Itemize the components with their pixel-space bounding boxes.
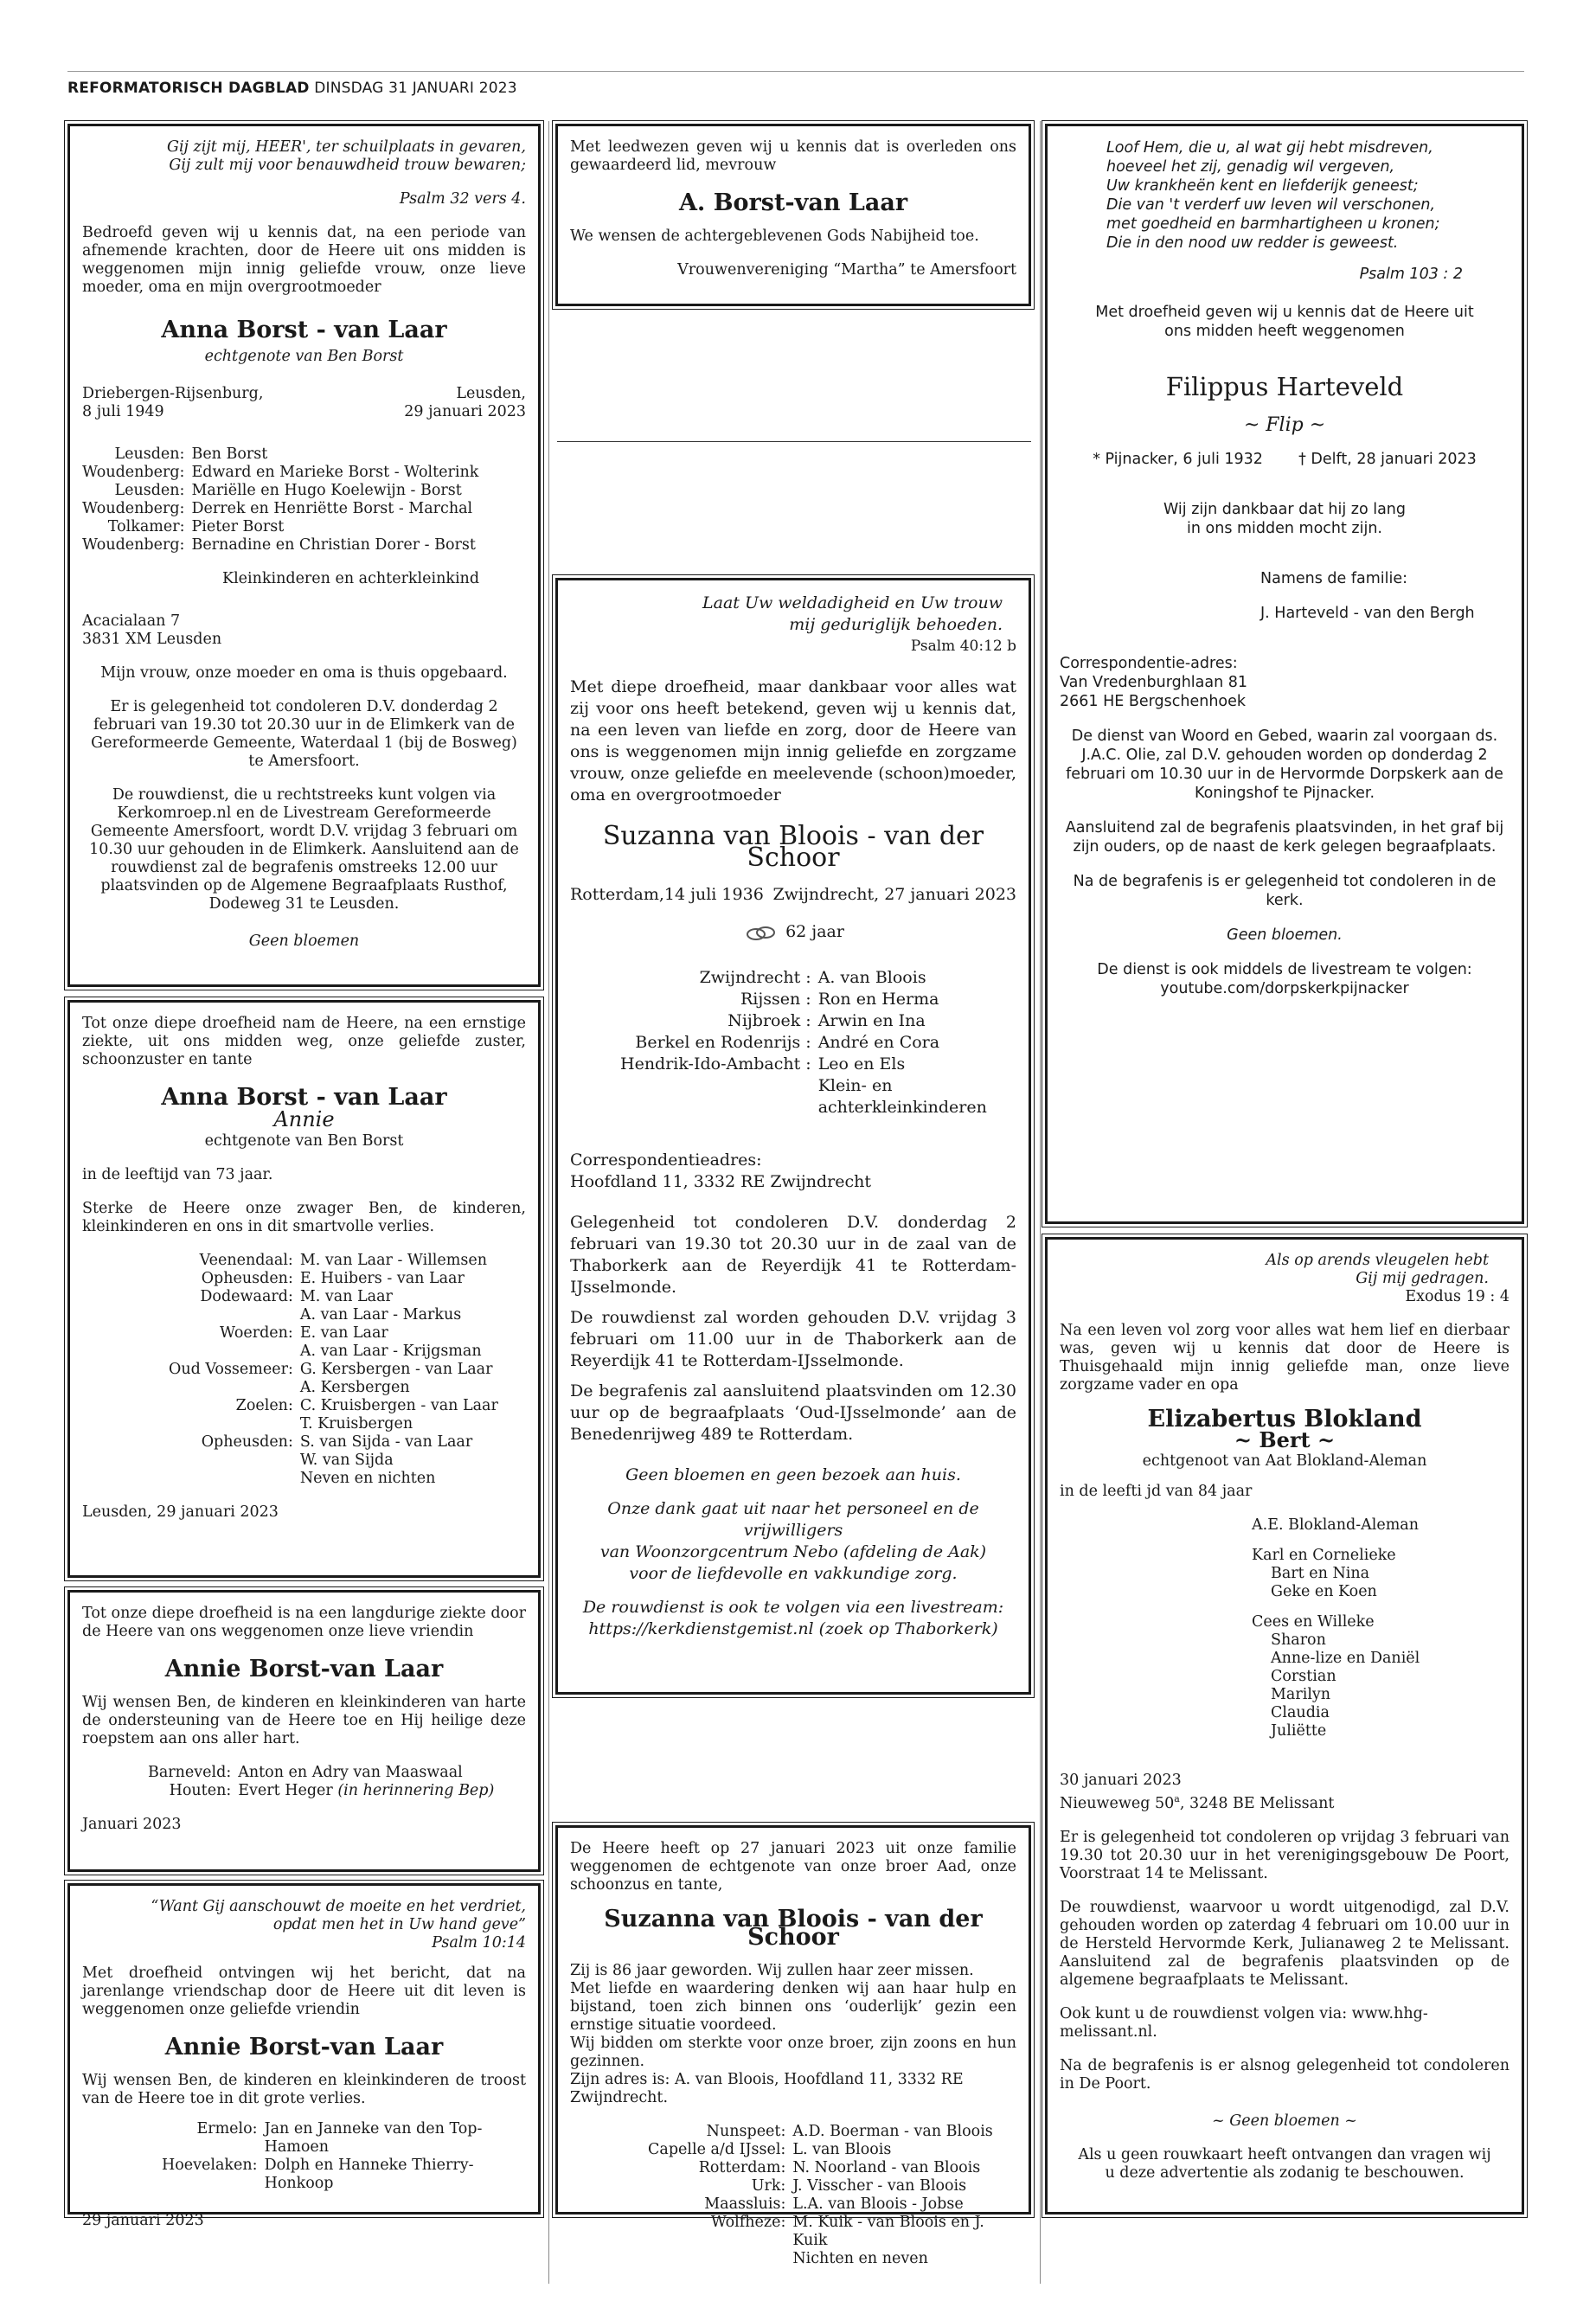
deceased-name: Anna Borst - van Laar xyxy=(161,1084,447,1111)
on-behalf-label: Namens de familie: xyxy=(1260,570,1408,587)
family-place: Houten: xyxy=(169,1782,232,1799)
family-row xyxy=(148,1764,494,1782)
family-names xyxy=(818,989,1016,1010)
laid-out-line: Mijn vrouw, onze moeder en oma is thuis opgebaard. xyxy=(100,664,508,682)
family-place: Tolkamer: xyxy=(107,518,185,535)
family-head: Karl en Cornelieke xyxy=(1252,1547,1396,1564)
grandchildren-list xyxy=(1252,1631,1509,1740)
address-line xyxy=(1060,1790,1509,1813)
list-line: Corstian xyxy=(1271,1668,1336,1685)
family-row xyxy=(620,989,1016,1010)
family-names-text: Arwin en Ina xyxy=(817,1011,926,1030)
family-names xyxy=(818,1054,1016,1075)
family-place: Woudenberg: xyxy=(82,536,185,554)
family-names-text: Leo en Els xyxy=(817,1054,906,1074)
family-place: Nunspeet: xyxy=(706,2123,786,2140)
family-names xyxy=(265,2120,526,2157)
family-place: Opheusden: xyxy=(201,1270,293,1287)
family-names-text: Mariëlle en Hugo Koelewijn - Borst xyxy=(191,482,462,499)
family-names xyxy=(792,2141,1016,2159)
family-row xyxy=(620,1054,1016,1075)
funeral-service-info: De rouwdienst, waarvoor u wordt uitgenodigd, zal D.V. gehouden worden op zaterdag 4 februari om 10.00 uur in de Hersteld Hervormde Kerk, Julianaweg 2 te Melissant. Aansluitend zal de begrafenis plaatsvinden op de algemene begraafplaats te Melissant. xyxy=(1060,1898,1509,1989)
family-names xyxy=(300,1324,498,1343)
family-row xyxy=(169,1415,498,1433)
family-row xyxy=(648,2123,1016,2141)
family-names-text: M. van Laar xyxy=(299,1288,393,1305)
family-row xyxy=(648,2250,1016,2268)
dateline: Januari 2023 xyxy=(82,1816,182,1833)
list-line: Juliëtte xyxy=(1271,1722,1327,1740)
notice-womens-association xyxy=(555,124,1031,306)
death-line: Zwijndrecht, 27 januari 2023 xyxy=(772,885,1016,904)
verse-line: Gij zult mij voor benauwdheid trouw bewaren; xyxy=(169,157,526,174)
family-row xyxy=(648,2177,1016,2195)
family-names-text: A. Kersbergen xyxy=(299,1379,410,1396)
verse-reference: Psalm 103 : 2 xyxy=(1359,266,1463,283)
dateline: Leusden, 29 januari 2023 xyxy=(82,1503,279,1521)
wedding-rings-icon xyxy=(742,923,780,942)
verse-reference: Psalm 10:14 xyxy=(432,1934,526,1952)
family-place: Leusden: xyxy=(114,482,185,499)
widow-name: A.E. Blokland-Aleman xyxy=(1252,1516,1420,1534)
verse-reference: Psalm 32 vers 4. xyxy=(399,190,526,208)
family-names xyxy=(300,1288,498,1306)
family-names-text: Derrek en Henriëtte Borst - Marchal xyxy=(191,500,473,517)
sympathy-text: Wij wensen Ben, de kinderen en kleinkinderen de troost van de Heere toe in dit grote verlies. xyxy=(82,2072,526,2107)
family-names xyxy=(238,1782,494,1800)
after-burial-info: Na de begrafenis is er alsnog gelegenheid tot condoleren in De Poort. xyxy=(1060,2056,1509,2093)
family-place: Woerden: xyxy=(220,1324,293,1342)
livestream-url: youtube.com/dorpskerkpijnacker xyxy=(1160,980,1409,997)
family-place xyxy=(169,1343,300,1361)
family-names xyxy=(300,1343,498,1361)
family-place xyxy=(648,2250,792,2268)
family-place: Maassluis: xyxy=(704,2195,786,2213)
correspondence-label: Correspondentieadres: xyxy=(570,1150,762,1170)
family-place: Nijbroek : xyxy=(727,1011,811,1030)
flowers-note: Geen bloemen xyxy=(248,933,360,950)
family-place xyxy=(169,1452,300,1470)
list-line: Die van 't verderf uw leven wil verschonen, xyxy=(1106,196,1436,214)
separator-rule xyxy=(557,441,1031,442)
sympathy-text: Wij wensen Ben, de kinderen en kleinkinderen van harte de ondersteuning van de Heere toe en Hij heilige deze roepstem aan ons aller hart. xyxy=(82,1694,526,1747)
body-text: Zij is 86 jaar geworden. Wij zullen haar zeer missen. xyxy=(570,1962,974,1979)
death-date: 29 januari 2023 xyxy=(404,403,526,420)
condolence-info: Er is gelegenheid tot condoleren op vrijdag 3 februari van 19.30 tot 20.30 uur in het verenigingsgebouw De Poort, Voorstraat 14 te Melissant. xyxy=(1060,1828,1509,1882)
address-postcode: 3831 XM Leusden xyxy=(82,631,222,648)
funeral-service-info: De dienst van Woord en Gebed, waarin zal voorgaan ds. J.A.C. Olie, zal D.V. gehouden worden op donderdag 2 februari om 10.30 uur in de Hervormde Dorpskerk aan de Koningshof te Pijnacker. xyxy=(1066,727,1503,802)
verse-block xyxy=(1060,138,1509,253)
family-names xyxy=(191,445,478,464)
family-names xyxy=(191,464,478,482)
funeral-service-info: De rouwdienst zal worden gehouden D.V. vrijdag 3 februari om 11.00 uur in de Thaborkerk aan de Reyerdijk 41 te Rotterdam-IJsselmonde. xyxy=(570,1308,1016,1370)
family-names-text: A. van Bloois xyxy=(817,968,926,987)
family-names-text: G. Kersbergen - van Laar xyxy=(299,1361,493,1378)
family-names-text: Nichten en neven xyxy=(792,2250,928,2267)
gratitude-line: Wij zijn dankbaar dat hij zo lang xyxy=(1163,501,1407,518)
age-line: in de leeftijd van 73 jaar. xyxy=(82,1166,273,1183)
correspondence-address: Hoofdland 11, 3332 RE Zwijndrecht xyxy=(570,1172,872,1191)
obituary-suzanna-van-bloois-in-laws xyxy=(555,1825,1031,2267)
livestream-line: De dienst is ook middels de livestream te volgen: xyxy=(1097,961,1472,978)
spouse-line: echtgenote van Ben Borst xyxy=(204,1132,404,1150)
family-names-text: Anton en Adry van Maaswaal xyxy=(238,1764,463,1781)
list-line: met goedheid en barmhartigheen u kronen; xyxy=(1106,215,1440,233)
spouse-line: echtgenote van Ben Borst xyxy=(204,348,404,365)
family-names xyxy=(818,1032,1016,1054)
livestream-url: https://kerkdienstgemist.nl (zoek op Thaborkerk) xyxy=(588,1619,998,1638)
family-names xyxy=(191,518,478,536)
announcement-text: Tot onze diepe droefheid nam de Heere, na een ernstige ziekte, uit ons midden weg, onze geliefde zuster, schoonzuster en tante xyxy=(82,1015,526,1068)
family-row xyxy=(148,1782,494,1800)
gratitude-line: in ons midden mocht zijn. xyxy=(1187,520,1382,537)
correspondence-label: Correspondentie-adres: xyxy=(1060,655,1238,672)
list-line: Sharon xyxy=(1271,1631,1326,1649)
obituary-elizabertus-blokland xyxy=(1045,1237,1524,2214)
burial-info: Aansluitend zal de begrafenis plaatsvinden, in het graf bij zijn ouders, op de naast de kerk gelegen begraafplaats. xyxy=(1065,819,1504,856)
family-row xyxy=(82,536,478,554)
family-place: Veenendaal: xyxy=(199,1252,293,1269)
date-line: 30 januari 2023 xyxy=(1060,1772,1182,1789)
family-place: Urk: xyxy=(751,2177,786,2195)
family-names xyxy=(300,1361,498,1379)
family-names xyxy=(792,2250,1016,2268)
funeral-service-info: De rouwdienst, die u rechtstreeks kunt volgen via Kerkomroep.nl en de Livestream Gereformeerde Gemeente Amersfoort, wordt D.V. vrijdag 3 februari om 10.30 uur gehouden in de Elimkerk. Aansluitend aan de rouwdienst zal de begrafenis omstreeks 12.00 uur plaatsvinden op de Algemene Begraafplaats Rusthof, Dodeweg 31 te Leusden. xyxy=(89,786,519,913)
family-row xyxy=(162,2157,526,2193)
thanks-line: voor de liefdevolle en vakkundige zorg. xyxy=(629,1564,958,1583)
family-names xyxy=(792,2159,1016,2177)
family-place: Ermelo: xyxy=(196,2120,258,2138)
family-row xyxy=(648,2141,1016,2159)
family-names-text: M. Kuik - van Bloois en J. Kuik xyxy=(792,2214,984,2249)
family-place: Hoevelaken: xyxy=(162,2157,258,2174)
family-row xyxy=(82,500,478,518)
family-names-text: A.D. Boerman - van Bloois xyxy=(792,2123,993,2140)
announcement-text: Tot onze diepe droefheid is na een langdurige ziekte door de Heere van ons weggenomen onze lieve vriendin xyxy=(82,1605,526,1640)
birth-date: 8 juli 1949 xyxy=(82,403,164,420)
sympathy-text: We wensen de achtergeblevenen Gods Nabijheid toe. xyxy=(570,228,979,245)
obituary-suzanna-van-bloois-family xyxy=(555,578,1031,1695)
obituary-annie-borst-friends xyxy=(67,1883,541,2229)
verse-line: mij geduriglijk behoeden. xyxy=(789,615,1003,634)
family-row xyxy=(648,2214,1016,2250)
family-place: Opheusden: xyxy=(201,1433,293,1451)
family-list xyxy=(648,2123,1016,2268)
header-rule xyxy=(67,71,1524,72)
family-names xyxy=(792,2195,1016,2214)
family-names xyxy=(300,1433,498,1452)
family-place: Dodewaard: xyxy=(200,1288,293,1305)
family-place: Berkel en Rodenrijs : xyxy=(635,1033,811,1052)
family-list xyxy=(148,1764,494,1800)
family-place: Oud Vossemeer: xyxy=(169,1361,293,1378)
family-row xyxy=(169,1379,498,1397)
family-row xyxy=(620,1032,1016,1054)
deceased-name: A. Borst-van Laar xyxy=(678,189,908,216)
list-line: Marilyn xyxy=(1271,1686,1331,1703)
marriage-years: 62 jaar xyxy=(785,922,844,941)
list-line: Die in den nood uw redder is geweest. xyxy=(1106,234,1399,252)
announcement-text: Met diepe droefheid, maar dankbaar voor alles wat zij voor ons heeft betekend, geven wij u kennis dat, na een leven van liefde en zorg, door de Heere van ons is weggenomen mijn innig geliefde en zorgzame vrouw, onze geliefde en meelevende (schoon)moeder, oma en overgrootmoeder xyxy=(570,677,1016,804)
family-names xyxy=(238,1764,494,1782)
burial-info: De begrafenis zal aansluitend plaatsvinden om 12.30 uur op de begraafplaats ‘Oud-IJsselmonde’ aan de Benedenrijweg 489 te Rotterdam. xyxy=(570,1381,1016,1444)
announcement-text: Met droefheid ontvingen wij het bericht, dat na jarenlange vriendschap door de Heere uit dit leven is weggenomen onze geliefde vriendin xyxy=(82,1965,526,2018)
verse-line: “Want Gij aanschouwt de moeite en het verdriet, xyxy=(151,1898,526,1915)
family-list xyxy=(82,445,478,554)
family-names-text: Klein- en achterkleinkinderen xyxy=(817,1076,987,1117)
grandchildren-list xyxy=(1252,1565,1509,1601)
deceased-name: Suzanna van Bloois - van der Schoor xyxy=(604,1906,983,1951)
family-place: Rijssen : xyxy=(740,990,811,1009)
obituary-anna-borst-family xyxy=(67,124,541,987)
family-place xyxy=(169,1306,300,1324)
age-line: in de leefti jd van 84 jaar xyxy=(1060,1483,1253,1500)
family-row xyxy=(620,967,1016,989)
family-names xyxy=(792,2214,1016,2250)
birth-line: * Pijnacker, 6 juli 1932 xyxy=(1093,451,1263,468)
address-suffix: a xyxy=(1174,1793,1180,1804)
family-row xyxy=(82,482,478,500)
family-names-text: Ron en Herma xyxy=(817,990,939,1009)
page-header xyxy=(67,80,517,97)
family-names-text: Evert Heger xyxy=(238,1782,338,1799)
family-names xyxy=(818,1010,1016,1032)
family-names-text: Bernadine en Christian Dorer - Borst xyxy=(191,536,476,554)
family-names-text: N. Noorland - van Bloois xyxy=(792,2159,981,2176)
address-street: Nieuweweg 50 xyxy=(1060,1794,1175,1812)
family-names xyxy=(300,1252,498,1270)
family-place: Zoelen: xyxy=(235,1397,293,1414)
list-line: Uw krankheën kent en liefderijk geneest; xyxy=(1106,177,1419,195)
family-list xyxy=(1060,1516,1509,1740)
family-row xyxy=(162,2120,526,2157)
grandchildren-line: Kleinkinderen en achterkleinkind xyxy=(222,570,480,587)
announcement-line: Met droefheid geven wij u kennis dat de Heere uit xyxy=(1095,304,1474,321)
family-row xyxy=(169,1470,498,1488)
deceased-name: Elizabertus Blokland xyxy=(1147,1406,1422,1433)
sympathy-text: Sterke de Heere onze zwager Ben, de kinderen, kleinkinderen en ons in dit smartvolle verlies. xyxy=(82,1200,526,1235)
family-row xyxy=(169,1324,498,1343)
announcement-text: Bedroefd geven wij u kennis dat, na een periode van afnemende krachten, door de Heere uit ons midden is weggenomen mijn innig geliefde vrouw, onze lieve moeder, oma en mijn overgrootmoeder xyxy=(82,224,526,296)
family-names-text: Edward en Marieke Borst - Wolterink xyxy=(191,464,479,481)
family-names-text: Pieter Borst xyxy=(191,518,285,535)
family-names xyxy=(818,1075,1016,1118)
edition-date: DINSDAG 31 JANUARI 2023 xyxy=(314,80,517,97)
verse-line: Gij mij gedragen. xyxy=(1356,1270,1489,1287)
verse-line: opdat men het in Uw hand geve” xyxy=(272,1916,526,1933)
deceased-name: Annie Borst-van Laar xyxy=(164,1656,444,1682)
family-place: Wolfheze: xyxy=(710,2214,786,2231)
family-names xyxy=(300,1470,498,1488)
family-names-text: W. van Sijda xyxy=(299,1452,394,1469)
family-row xyxy=(82,464,478,482)
mourning-card-note: u deze advertentie als zodanig te beschouwen. xyxy=(1105,2163,1465,2182)
birth-death-dates xyxy=(570,884,1016,906)
family-place xyxy=(169,1470,300,1488)
spouse-line: echtgenoot van Aat Blokland-Aleman xyxy=(1142,1452,1427,1470)
death-place: Leusden, xyxy=(456,385,526,402)
family-place: Woudenberg: xyxy=(82,464,185,481)
verse-line: Gij zijt mij, HEER', ter schuilplaats in gevaren, xyxy=(166,138,526,156)
family-row xyxy=(620,1075,1016,1118)
family-row xyxy=(169,1397,498,1415)
address-postcode: , 3248 BE Melissant xyxy=(1179,1794,1335,1812)
family-names-text: Jan en Janneke van den Top-Hamoen xyxy=(264,2120,483,2156)
family-names-text: T. Kruisbergen xyxy=(299,1415,413,1433)
deceased-name: Annie Borst-van Laar xyxy=(164,2034,444,2061)
family-row xyxy=(169,1288,498,1306)
flowers-note: ~ Geen bloemen ~ xyxy=(1212,2112,1357,2130)
deceased-nickname: ~ Flip ~ xyxy=(1243,414,1326,436)
list-line: hoeveel het zij, genadig wil vergeven, xyxy=(1106,158,1395,176)
family-list xyxy=(162,2120,526,2193)
verse-reference: Exodus 19 : 4 xyxy=(1405,1288,1509,1305)
thanks-line: van Woonzorgcentrum Nebo (afdeling de Aak) xyxy=(599,1542,987,1561)
deceased-name: Filippus Harteveld xyxy=(1165,372,1404,401)
family-head: Cees en Willeke xyxy=(1252,1613,1375,1631)
family-names-text: S. van Sijda - van Laar xyxy=(299,1433,473,1451)
announcement-text: Met leedwezen geven wij u kennis dat is overleden ons gewaardeerd lid, mevrouw xyxy=(570,138,1016,174)
family-place: Rotterdam: xyxy=(698,2159,786,2176)
family-names xyxy=(792,2123,1016,2141)
family-names xyxy=(300,1306,498,1324)
flowers-note: Geen bloemen. xyxy=(1227,926,1343,944)
family-names xyxy=(818,967,1016,989)
family-names-text: A. van Laar - Markus xyxy=(299,1306,462,1324)
family-names xyxy=(300,1452,498,1470)
family-row xyxy=(620,1010,1016,1032)
family-names xyxy=(300,1379,498,1397)
verse-reference: Psalm 40:12 b xyxy=(910,638,1016,655)
family-names-text: André en Cora xyxy=(817,1033,940,1052)
marriage-duration xyxy=(570,921,1016,943)
verse-line: Laat Uw weldadigheid en Uw trouw xyxy=(702,593,1003,612)
condolence-info: Na de begrafenis is er gelegenheid tot condoleren in de kerk. xyxy=(1073,873,1497,909)
family-names xyxy=(300,1397,498,1415)
family-row xyxy=(82,445,478,464)
family-names xyxy=(792,2177,1016,2195)
column-divider xyxy=(1040,121,1041,2284)
family-list xyxy=(620,967,1016,1118)
family-place xyxy=(169,1415,300,1433)
mourning-card-note: Als u geen rouwkaart heeft ontvangen dan vragen wij xyxy=(1078,2145,1491,2163)
obituary-annie-borst-friend xyxy=(67,1590,541,1872)
family-place: Woudenberg: xyxy=(82,500,185,517)
family-row xyxy=(169,1343,498,1361)
body-text: Wij bidden om sterkte voor onze broer, zijn zoons en hun gezinnen. xyxy=(570,2035,1016,2070)
announcement-line: ons midden heeft weggenomen xyxy=(1164,323,1405,340)
family-row xyxy=(169,1306,498,1324)
list-line: Loof Hem, die u, al wat gij hebt misdreven, xyxy=(1106,139,1433,157)
condolence-info: Gelegenheid tot condoleren D.V. donderdag 2 februari van 19.30 tot 20.30 uur in de zaal van de Thaborkerk aan de Reyerdijk 41 te Rotterdam-IJsselmonde. xyxy=(570,1213,1016,1297)
family-place: Hendrik-Ido-Ambacht : xyxy=(620,1054,811,1074)
family-row xyxy=(169,1361,498,1379)
family-names xyxy=(191,500,478,518)
family-names xyxy=(191,536,478,554)
family-place: Capelle a/d IJssel: xyxy=(648,2141,786,2158)
family-names-text: Ben Borst xyxy=(191,445,268,463)
family-note: (in herinnering Bep) xyxy=(337,1782,495,1799)
condolence-info: Er is gelegenheid tot condoleren D.V. donderdag 2 februari van 19.30 tot 20.30 uur in de Elimkerk van de Gereformeerde Gemeente, Waterdaal 1 (bij de Bosweg) te Amersfoort. xyxy=(91,698,517,770)
family-names xyxy=(300,1270,498,1288)
family-place: Leusden: xyxy=(114,445,185,463)
family-row xyxy=(648,2195,1016,2214)
family-row xyxy=(82,518,478,536)
family-names xyxy=(191,482,478,500)
deceased-name: Anna Borst - van Laar xyxy=(161,317,447,343)
deceased-nickname: ~ Bert ~ xyxy=(1234,1427,1336,1452)
obituary-filippus-harteveld xyxy=(1045,124,1524,1224)
no-flowers-note: Geen bloemen en geen bezoek aan huis. xyxy=(625,1465,961,1484)
family-row xyxy=(169,1452,498,1470)
signature: Vrouwenvereniging “Martha” te Amersfoort xyxy=(677,261,1016,279)
family-row xyxy=(169,1433,498,1452)
address-street: Acacialaan 7 xyxy=(82,612,181,630)
family-names xyxy=(300,1415,498,1433)
paper-name: REFORMATORISCH DAGBLAD xyxy=(67,80,310,97)
list-line: Bart en Nina xyxy=(1271,1565,1370,1582)
family-names-text: J. Visscher - van Bloois xyxy=(792,2177,967,2195)
family-names-text: Neven en nichten xyxy=(299,1470,436,1487)
list-line: Anne-lize en Daniël xyxy=(1271,1650,1420,1667)
birth-line: Rotterdam,14 juli 1936 xyxy=(570,885,764,904)
livestream-info: Ook kunt u de rouwdienst volgen via: www.hhg-melissant.nl. xyxy=(1060,2004,1428,2041)
family-names-text: E. van Laar xyxy=(299,1324,388,1342)
column-divider xyxy=(548,121,549,2284)
family-names-text: E. Huibers - van Laar xyxy=(299,1270,465,1287)
dateline: 29 januari 2023 xyxy=(82,2212,204,2229)
list-line: Claudia xyxy=(1271,1704,1330,1721)
family-row xyxy=(648,2159,1016,2177)
birth-death-dates xyxy=(82,385,526,421)
family-names-text: L.A. van Bloois - Jobse xyxy=(792,2195,964,2213)
family-names-text: A. van Laar - Krijgsman xyxy=(299,1343,482,1360)
family-names-text: Dolph en Hanneke Thierry-Honkoop xyxy=(264,2157,474,2192)
correspondence-postcode: 2661 HE Bergschenhoek xyxy=(1060,693,1247,710)
livestream-line: De rouwdienst is ook te volgen via een livestream: xyxy=(582,1598,1004,1617)
family-row xyxy=(169,1252,498,1270)
thanks-line: Onze dank gaat uit naar het personeel en de vrijwilligers xyxy=(607,1499,979,1540)
family-row xyxy=(169,1270,498,1288)
death-line: † Delft, 28 januari 2023 xyxy=(1298,451,1477,468)
announcement-text: De Heere heeft op 27 januari 2023 uit onze familie weggenomen de echtgenote van onze broer Aad, onze schoonzus en tante, xyxy=(570,1840,1016,1894)
family-names-text: M. van Laar - Willemsen xyxy=(299,1252,487,1269)
family-place xyxy=(620,1075,818,1118)
birth-death-dates xyxy=(1060,450,1509,469)
body-text: Met liefde en waardering denken wij aan haar hulp en bijstand, toen zich binnen ons ‘ouderlijk’ gezin een ernstige situatie voordeed. xyxy=(570,1980,1016,2034)
deceased-name: Suzanna van Bloois - van der Schoor xyxy=(602,821,984,873)
signature: J. Harteveld - van den Bergh xyxy=(1260,605,1475,622)
family-names-text: L. van Bloois xyxy=(792,2141,892,2158)
list-line: Geke en Koen xyxy=(1271,1583,1377,1600)
body-text: Zijn adres is: A. van Bloois, Hoofdland 11, 3332 RE Zwijndrecht. xyxy=(570,2071,964,2106)
family-place xyxy=(169,1379,300,1397)
birth-place: Driebergen-Rijsenburg, xyxy=(82,385,264,402)
obituary-anna-borst-siblings xyxy=(67,1000,541,1578)
family-place: Zwijndrecht : xyxy=(699,968,811,987)
family-place: Barneveld: xyxy=(148,1764,232,1781)
family-list xyxy=(169,1252,498,1488)
family-names-text: C. Kruisbergen - van Laar xyxy=(299,1397,498,1414)
family-names xyxy=(265,2157,526,2193)
announcement-text: Na een leven vol zorg voor alles wat hem lief en dierbaar was, geven wij u kennis dat door de Heere is Thuisgehaald mijn innig geliefde man, onze lieve zorgzame vader en opa xyxy=(1060,1322,1509,1394)
correspondence-street: Van Vredenburghlaan 81 xyxy=(1060,674,1248,691)
verse-line: Als op arends vleugelen hebt xyxy=(1266,1252,1489,1269)
deceased-nickname: Annie xyxy=(273,1107,335,1131)
